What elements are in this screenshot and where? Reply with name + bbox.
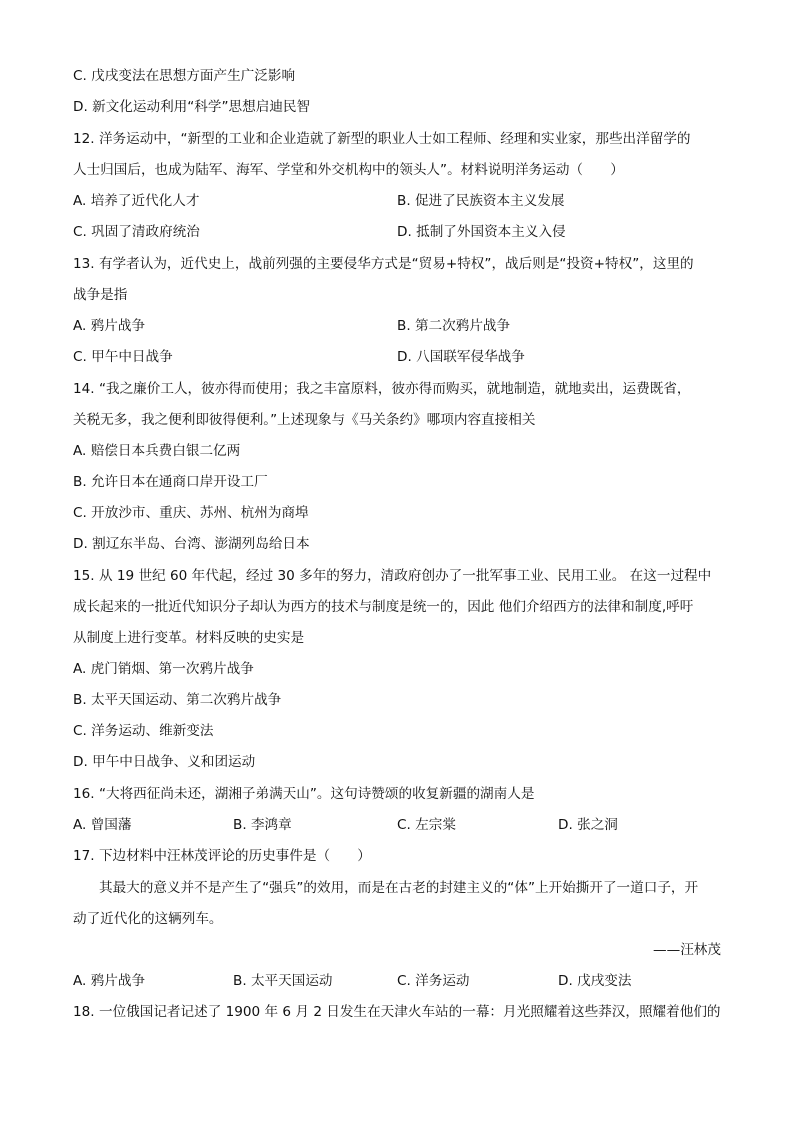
q15-option-b: B. 太平天国运动、第二次鸦片战争 — [73, 692, 282, 708]
q15-stem-line-3: 从制度上进行变革。材料反映的史实是 — [73, 630, 305, 646]
q15-stem-line-2: 成长起来的一批近代知识分子却认为西方的技术与制度是统一的，因此 他们介绍西方的法律和制度,呼吁 — [73, 599, 694, 615]
q13-option-d: D. 八国联军侵华战争 — [397, 349, 525, 365]
q15-stem-line-1: 15. 从 19 世纪 60 年代起，经过 30 多年的努力，清政府创办了一批军事工业、民用工业。 在这一过程中 — [73, 568, 712, 584]
q14-option-a: A. 赔偿日本兵费白银二亿两 — [73, 443, 241, 459]
q12-stem-line-2: 人士归国后，也成为陆军、海军、学堂和外交机构中的领头人”。材料说明洋务运动（ ） — [73, 162, 624, 178]
q14-stem-line-1: 14. “我之廉价工人，彼亦得而使用；我之丰富原料，彼亦得而购买，就地制造，就地卖出，运费既省， — [73, 381, 691, 397]
q12-option-b: B. 促进了民族资本主义发展 — [397, 193, 565, 209]
q14-option-d: D. 割辽东半岛、台湾、澎湖列岛给日本 — [73, 536, 310, 552]
q13-option-b: B. 第二次鸦片战争 — [397, 318, 511, 334]
q17-option-d: D. 戊戌变法 — [558, 973, 632, 989]
q12-option-a: A. 培养了近代化人才 — [73, 193, 200, 209]
q17-quote-attribution: ——汪林茂 — [653, 942, 721, 958]
q12-option-d: D. 抵制了外国资本主义入侵 — [397, 224, 566, 240]
q17-quote-line-2: 动了近代化的这辆列车。 — [73, 911, 223, 927]
q15-option-a: A. 虎门销烟、第一次鸦片战争 — [73, 661, 254, 677]
q17-option-c: C. 洋务运动 — [397, 973, 470, 989]
q11-option-c: C. 戊戌变法在思想方面产生广泛影响 — [73, 68, 296, 84]
q16-option-c: C. 左宗棠 — [397, 817, 456, 833]
q18-stem-line-1: 18. 一位俄国记者记述了 1900 年 6 月 2 日发生在天津火车站的一幕：月光照耀着这些莽汉，照耀着他们的 — [73, 1004, 721, 1020]
q11-option-d: D. 新文化运动利用“科学”思想启迪民智 — [73, 99, 311, 115]
q17-stem: 17. 下边材料中汪林茂评论的历史事件是（ ） — [73, 848, 371, 864]
q12-option-c: C. 巩固了清政府统治 — [73, 224, 200, 240]
q16-option-d: D. 张之洞 — [558, 817, 618, 833]
q16-option-b: B. 李鸿章 — [233, 817, 292, 833]
q17-option-a: A. 鸦片战争 — [73, 973, 146, 989]
q16-option-a: A. 曾国藩 — [73, 817, 132, 833]
q15-option-c: C. 洋务运动、维新变法 — [73, 723, 214, 739]
q15-option-d: D. 甲午中日战争、义和团运动 — [73, 754, 256, 770]
q14-option-c: C. 开放沙市、重庆、苏州、杭州为商埠 — [73, 505, 309, 521]
q12-stem-line-1: 12. 洋务运动中，“新型的工业和企业造就了新型的职业人士如工程师、经理和实业家，那些出洋留学的 — [73, 131, 691, 147]
q16-stem: 16. “大将西征尚未还，湖湘子弟满天山”。这句诗赞颂的收复新疆的湖南人是 — [73, 786, 535, 802]
q13-stem-line-2: 战争是指 — [73, 287, 128, 303]
q13-option-c: C. 甲午中日战争 — [73, 349, 173, 365]
q14-stem-line-2: 关税无多，我之便利即彼得便利。”上述现象与《马关条约》哪项内容直接相关 — [73, 412, 536, 428]
q17-option-b: B. 太平天国运动 — [233, 973, 333, 989]
q14-option-b: B. 允许日本在通商口岸开设工厂 — [73, 474, 268, 490]
q17-quote-line-1: 其最大的意义并不是产生了“强兵”的效用，而是在古老的封建主义的“体”上开始撕开了一道口子，开 — [99, 880, 699, 896]
q13-option-a: A. 鸦片战争 — [73, 318, 146, 334]
q13-stem-line-1: 13. 有学者认为，近代史上，战前列强的主要侵华方式是“贸易+特权”，战后则是“投资+特权”，这里的 — [73, 256, 694, 272]
